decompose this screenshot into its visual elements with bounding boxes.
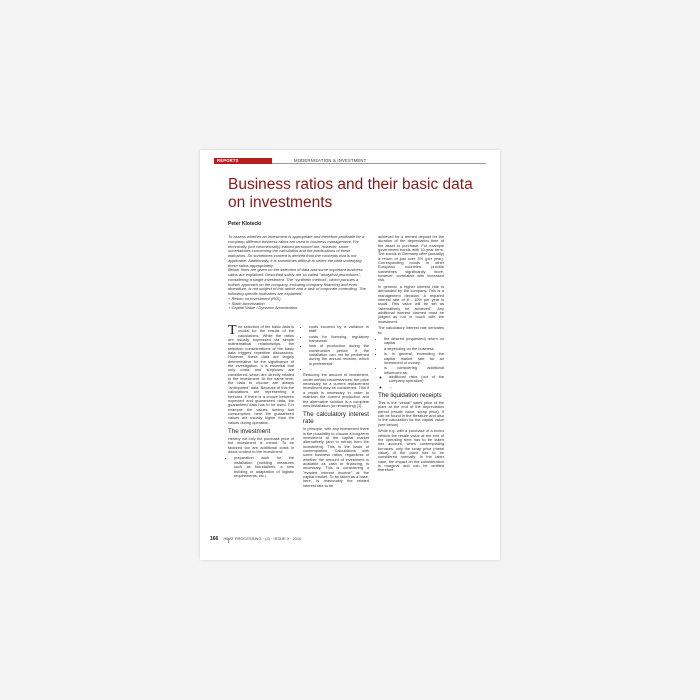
abstract	[228, 235, 368, 311]
list-item: • is considering additional influences as: ◦ additional risks (out of the company operation) ◦ ...	[384, 366, 444, 389]
body-paragraph: In principle, with any investment there is the possibility to choose a long-term investment at the capital market alternatively (and to refrain from the investment). This is the basis of contemplation. Calculations with some business ratios, regardless of whether the amount of investment is available as cash or financing, is necessary. This is considering a "evaded interest income" at the capital market. To be taken as a base, here, is reasonably the related interest rate to be	[303, 426, 369, 488]
page-footer	[210, 536, 490, 542]
list-item: • ...	[309, 367, 369, 371]
list-item: • the desired (requested) return on capital	[384, 337, 444, 346]
abstract-paragraph: Below, hints are given on the selection of data and some important business ratios are explained. Described solely are so called "analytical procedures", considering a single investment. The "synthetic method", which pursues a holistic approach on the company, including company financing and even divestiture, is not subject of this article and a task of corporate controlling. The following specific indicators are explained:	[228, 267, 366, 296]
text-column-2	[303, 325, 369, 490]
list-item: • costs incurred by a variance in staff	[309, 325, 369, 334]
body-paragraph: The calculatory interest rate derivates to:	[378, 325, 444, 335]
abstract-paragraph: To assess whether an investment is appropriate and therefore profitable for a company, different business ratios are used in business management. For technically (not commercially) trained personnel are, however, some uncertainties concerning the calculation and the predications of these indicators. So sometimes content is derived from the concepts that is not applicable. Additionally, it is sometimes difficult to select the data underlying these ratios appropriately.	[228, 234, 365, 268]
section-heading: The investment	[228, 427, 271, 435]
sub-bullet-list	[384, 375, 444, 389]
page-header	[214, 158, 486, 164]
body-paragraph: While e.g. with a purchase of a motor vehicle the resale value at the end of the operating time has to be taken into account, when contemplating furnaces, only the scrap price (metal value) of the plant has to be considered normally. In the latter case, the impact on the consideration is marginal and can be omitted therefore.	[378, 428, 444, 473]
section-heading: The calculatory interest rate	[303, 411, 369, 426]
section-title: MODERNISATION & INVESTMENT	[294, 158, 367, 163]
list-item: + Return on Investment (ROI)	[228, 295, 281, 301]
bullet-list	[378, 337, 444, 389]
list-item: ◦ additional risks (out of the company operation)	[389, 375, 444, 384]
text-column-3	[378, 235, 444, 475]
list-item: + Static Amortization	[228, 300, 265, 306]
body-paragraph: Reducing the amount of investment, under certain circumstances, the price necessary for a current replacement investment may be considered. This if a repair is necessary in order to maintain the current production and the alternative solution is a complete new installation (or revamping) [1].	[303, 372, 369, 408]
footer-divider	[228, 538, 229, 543]
journal-reference: HEAT PROCESSING · (4) · ISSUE 3 · 2010	[223, 536, 302, 541]
bullet-list	[228, 456, 294, 478]
list-item: • loss of production during the construction period, if the installation can not be performed during the annual revision, which is preferential	[309, 344, 369, 366]
body-paragraph: This is the "virtual" sales price of the plant at the end of the depreciation period (resale value, scrap price). It can be found in the literature and also in the calculation for the capital value (see below).	[378, 399, 444, 427]
list-item: • preparation work for the installation (building measures such as foundations, a new building or adaptation of logistic requirements, etc.)	[234, 456, 294, 478]
list-item: • is, in general, exceeding the capital market rate for an investment of money	[384, 352, 444, 365]
page-number: 166	[210, 536, 219, 542]
intro-paragraph: The selection of the basic data is crucial for the results of the calculations. While the ratios are usually expressed via simple mathematical relationships, the selection considerations of the basic data triggers repetitive discussions. However, these data are largely determinative for the significance of the investigation. It is essential that only costs and surpluses are considered, which are directly related to the investment. At the same time, the data to choose are always "anticipated" data. Because of this the calculations are representing a forecast. If there is a choice between expected and guaranteed data, the guaranteed data has to be used. For example the values turning fuel consumption; here the guaranteed values are usually higher than the values during operation.	[228, 323, 294, 425]
article-title: Business ratios and their basic data on investments	[228, 176, 473, 211]
body-paragraph: achieved for a termed deposit for the duration of the depreciation time of the asset to purchase. For example government bonds with 10-year term. The bonds in Germany offer (actually) a return of just over 3% (per year). Corresponding bonds in other European countries provide sometimes significantly more, however, correlative with increased risk.	[378, 234, 444, 283]
text-column-1	[228, 325, 294, 480]
section-heading: The liquidation receipts	[378, 391, 442, 399]
abstract-list	[228, 297, 368, 311]
list-item: • costs for licensing, regulatory framework	[309, 335, 369, 344]
bullet-list	[303, 325, 369, 371]
list-item: ◦ ...	[389, 385, 444, 389]
body-paragraph: In general, a higher interest rate is demanded by the company. This is a management decision. A required interest rate of 8 - 10% per year is usual. This value will be set as "alternatively be achieved". Any additional interest claimed must be judged as not in touch with the investment.	[378, 283, 444, 324]
magazine-page	[200, 150, 500, 560]
drop-cap: T	[228, 323, 237, 338]
body-paragraph: Hereby not only the purchase price of the investment is meant. To be factored too are additional costs in direct context to the investment:	[228, 435, 294, 454]
section-tag: REPORTS	[214, 158, 272, 164]
list-item: + Capital Value / Dynamic Amortization	[228, 305, 298, 311]
article-author: Peter Klotecki	[228, 221, 262, 227]
list-item: • a depending on the business	[384, 347, 444, 351]
